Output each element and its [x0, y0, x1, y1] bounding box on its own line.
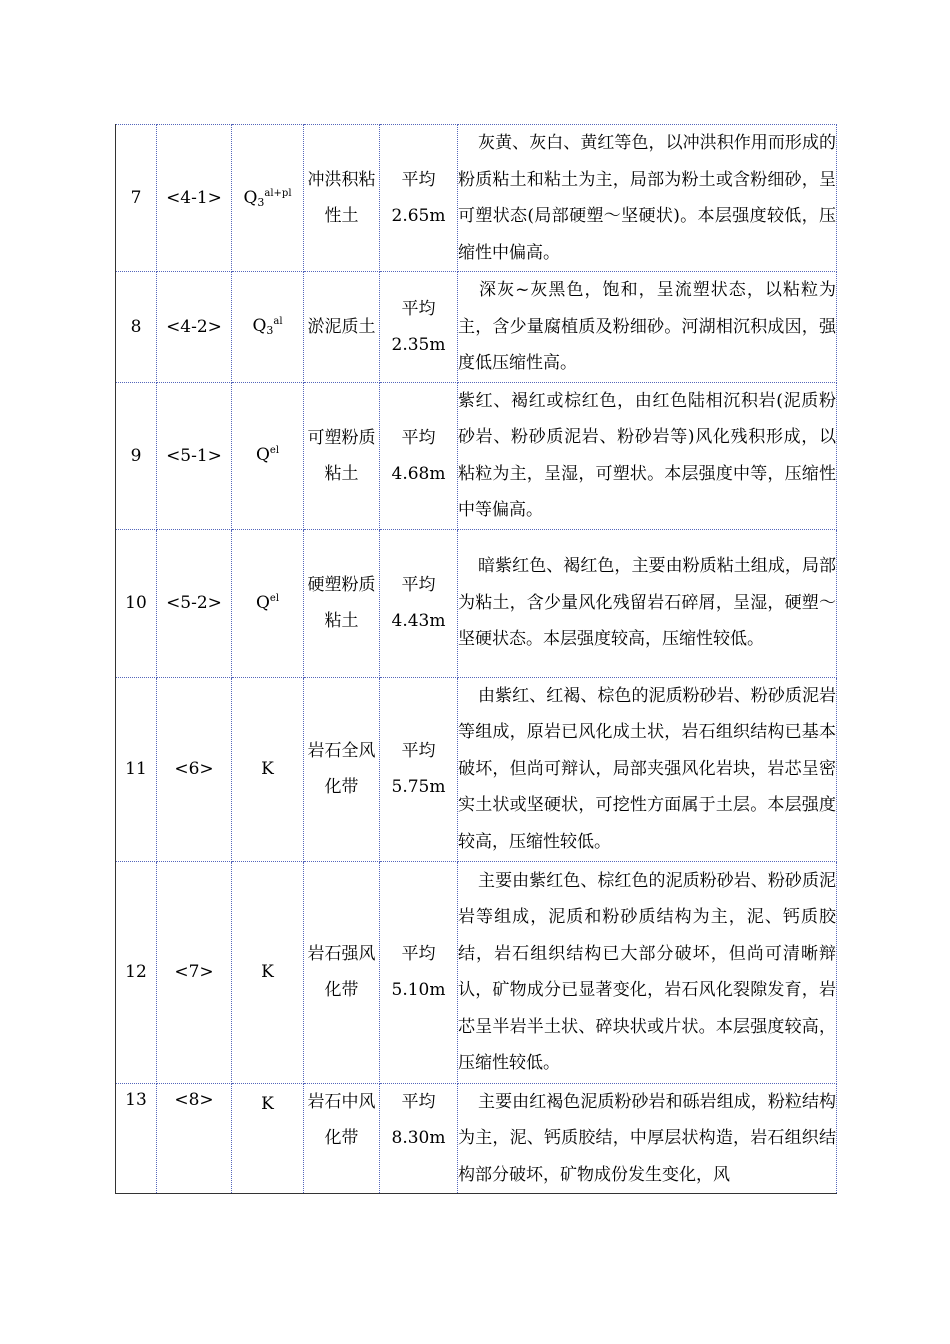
layer-number: 13	[116, 1083, 157, 1194]
layer-thickness: 平均4.68m	[380, 382, 458, 529]
layer-description: 由紫红、红褐、棕色的泥质粉砂岩、粉砂质泥岩等组成，原岩已风化成土状，岩石组织结构已基本破坏，但尚可辩认，局部夹强风化岩块，岩芯呈密实土状或坚硬状，可挖性方面属于土层。本层强度较高，压缩性较低。	[458, 677, 837, 861]
layer-thickness: 平均2.65m	[380, 125, 458, 272]
layer-thickness: 平均5.10m	[380, 861, 458, 1083]
soil-name: 岩石中风化带	[304, 1083, 380, 1194]
layer-number: 10	[116, 529, 157, 677]
table-row	[116, 529, 837, 677]
geologic-age: $Q^{el}$	[232, 382, 304, 529]
layer-description: 主要由红褐色泥质粉砂岩和砾岩组成，粉粒结构为主，泥、钙质胶结，中厚层状构造，岩石组织结构部分破坏，矿物成份发生变化，风	[458, 1083, 837, 1194]
table-row	[116, 125, 837, 272]
layer-thickness: 平均4.43m	[380, 529, 458, 677]
soil-name: 岩石全风化带	[304, 677, 380, 861]
layer-description: 紫红、褐红或棕红色，由红色陆相沉积岩(泥质粉砂岩、粉砂质泥岩、粉砂岩等)风化残积形成，以粘粒为主，呈湿，可塑状。本层强度中等，压缩性中等偏高。	[458, 382, 837, 529]
table-row	[116, 1083, 837, 1194]
layer-description: 主要由紫红色、棕红色的泥质粉砂岩、粉砂质泥岩等组成，泥质和粉砂质结构为主，泥、钙质胶结，岩石组织结构已大部分破坏，但尚可清晰辩认，矿物成分已显著变化，岩石风化裂隙发育，岩芯呈半岩半土状、碎块状或片状。本层强度较高，压缩性较低。	[458, 861, 837, 1083]
layer-code: <8>	[157, 1083, 232, 1194]
soil-name: 可塑粉质粘土	[304, 382, 380, 529]
layer-number: 9	[116, 382, 157, 529]
table-row	[116, 861, 837, 1083]
geologic-age: $Q_3^{al+pl}$	[232, 125, 304, 272]
layer-number: 11	[116, 677, 157, 861]
layer-code: <4-2>	[157, 272, 232, 383]
layer-number: 12	[116, 861, 157, 1083]
soil-name: 岩石强风化带	[304, 861, 380, 1083]
layer-code: <5-2>	[157, 529, 232, 677]
strata-table	[115, 124, 837, 1194]
layer-thickness: 平均8.30m	[380, 1083, 458, 1194]
soil-name: 冲洪积粘性土	[304, 125, 380, 272]
layer-code: <4-1>	[157, 125, 232, 272]
geologic-age: K	[232, 677, 304, 861]
layer-number: 7	[116, 125, 157, 272]
layer-description: 灰黄、灰白、黄红等色，以冲洪积作用而形成的粉质粘土和粘土为主，局部为粉土或含粉细砂，呈可塑状态(局部硬塑～坚硬状)。本层强度较低，压缩性中偏高。	[458, 125, 837, 272]
table-row	[116, 272, 837, 383]
geologic-age: $Q^{el}$	[232, 529, 304, 677]
layer-code: <7>	[157, 861, 232, 1083]
table-row	[116, 382, 837, 529]
soil-name: 硬塑粉质粘土	[304, 529, 380, 677]
layer-description: 深灰~灰黑色，饱和，呈流塑状态，以粘粒为主，含少量腐植质及粉细砂。河湖相沉积成因，强度低压缩性高。	[458, 272, 837, 383]
layer-number: 8	[116, 272, 157, 383]
layer-thickness: 平均5.75m	[380, 677, 458, 861]
geologic-age: K	[232, 861, 304, 1083]
layer-code: <5-1>	[157, 382, 232, 529]
soil-name: 淤泥质土	[304, 272, 380, 383]
layer-description: 暗紫红色、褐红色，主要由粉质粘土组成，局部为粘土，含少量风化残留岩石碎屑，呈湿，硬塑～坚硬状态。本层强度较高，压缩性较低。	[458, 529, 837, 677]
layer-thickness: 平均2.35m	[380, 272, 458, 383]
geologic-age: K	[232, 1083, 304, 1194]
geologic-age: $Q_3^{al}$	[232, 272, 304, 383]
layer-code: <6>	[157, 677, 232, 861]
table-row	[116, 677, 837, 861]
